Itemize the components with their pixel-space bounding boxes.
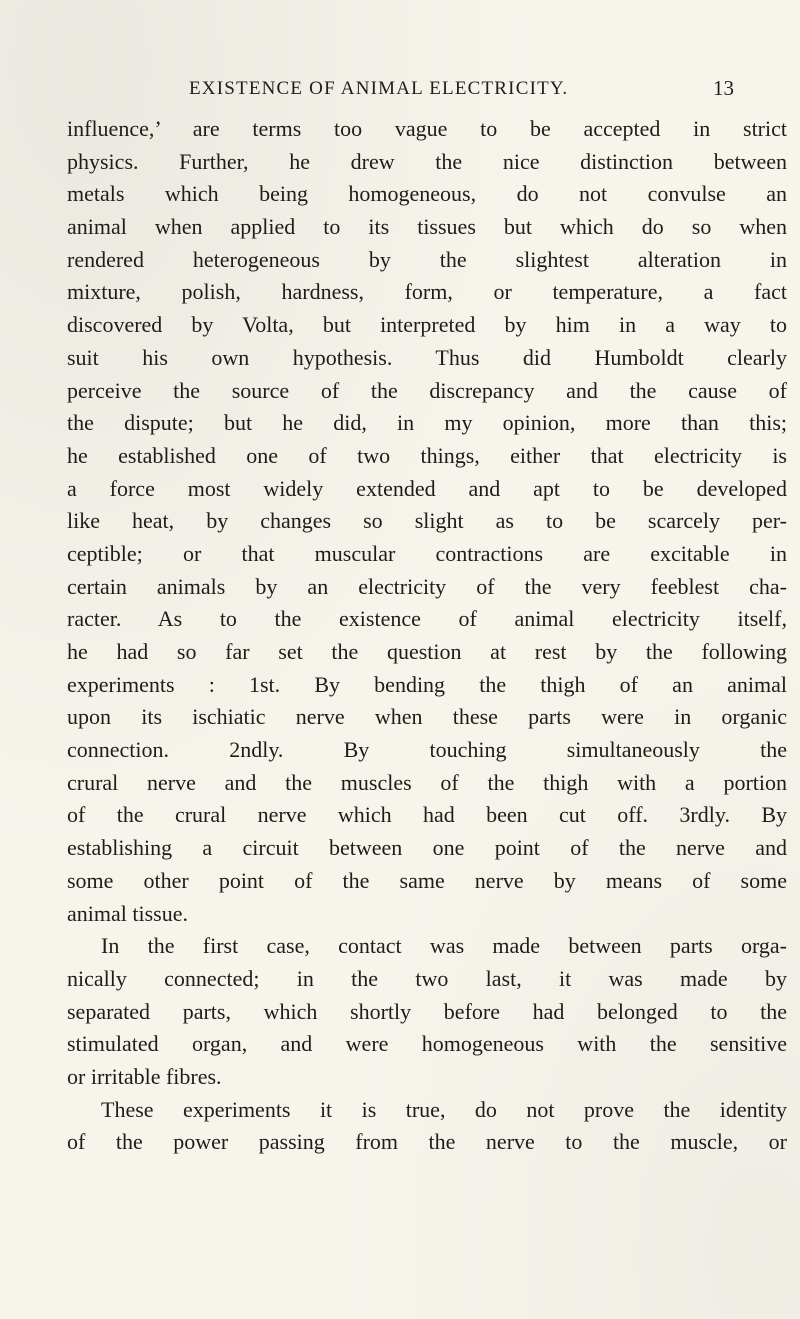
text-line: In the first case, contact was made between parts orga- xyxy=(101,933,787,959)
text-line: ceptible; or that muscular contractions are excitable in xyxy=(67,540,787,566)
text-line: influence,’ are terms too vague to be accepted in strict xyxy=(67,116,787,141)
text-line: discovered by Volta, but interpreted by him in a way to xyxy=(67,312,787,338)
text-line: suit his own hypothesis. Thus did Humboldt clearly xyxy=(67,344,787,370)
text-line: perceive the source of the discrepancy and the cause of xyxy=(67,377,787,403)
text-line: crural nerve and the muscles of the thigh with a portion xyxy=(67,769,787,795)
text-line: stimulated organ, and were homogeneous with the sensitive xyxy=(67,1031,787,1057)
text-line: like heat, by changes so slight as to be scarcely per- xyxy=(67,508,787,534)
running-head: EXISTENCE OF ANIMAL ELECTRICITY. xyxy=(189,78,569,99)
page-number: 13 xyxy=(713,76,734,100)
text-line: of the crural nerve which had been cut off. 3rdly. By xyxy=(67,802,787,828)
text-line: physics. Further, he drew the nice distinction between xyxy=(67,148,787,174)
text-line: experiments : 1st. By bending the thigh of an animal xyxy=(67,671,787,697)
text-line: establishing a circuit between one point of the nerve and xyxy=(67,835,787,861)
text-line: a force most widely extended and apt to be developed xyxy=(67,475,787,501)
text-line: he had so far set the question at rest by the following xyxy=(67,639,787,664)
text-line: of the power passing from the nerve to the muscle, or xyxy=(67,1129,787,1155)
text-line: metals which being homogeneous, do not convulse an xyxy=(67,181,787,207)
text-line: animal when applied to its tissues but which do so when xyxy=(67,214,787,240)
text-line: animal tissue. xyxy=(67,900,188,926)
text-line: mixture, polish, hardness, form, or temperature, a fact xyxy=(67,279,787,305)
text-line: rendered heterogeneous by the slightest alteration in xyxy=(67,246,787,272)
text-line: upon its ischiatic nerve when these parts were in organic xyxy=(67,704,787,730)
text-line: racter. As to the existence of animal electricity itself, xyxy=(67,606,787,632)
text-line: some other point of the same nerve by means of some xyxy=(67,867,787,893)
text-line: the dispute; but he did, in my opinion, more than this; xyxy=(67,410,787,436)
text-line: connection. 2ndly. By touching simultaneously the xyxy=(67,737,787,763)
text-line: These experiments it is true, do not prove the identity xyxy=(101,1096,787,1122)
text-line: separated parts, which shortly before had belonged to the xyxy=(67,998,787,1024)
text-line: he established one of two things, either that electricity is xyxy=(67,442,787,468)
text-line: or irritable fibres. xyxy=(67,1063,222,1089)
text-line: certain animals by an electricity of the very feeblest cha- xyxy=(67,573,787,599)
text-line: nically connected; in the two last, it was made by xyxy=(67,965,787,991)
body-text xyxy=(67,113,787,1159)
